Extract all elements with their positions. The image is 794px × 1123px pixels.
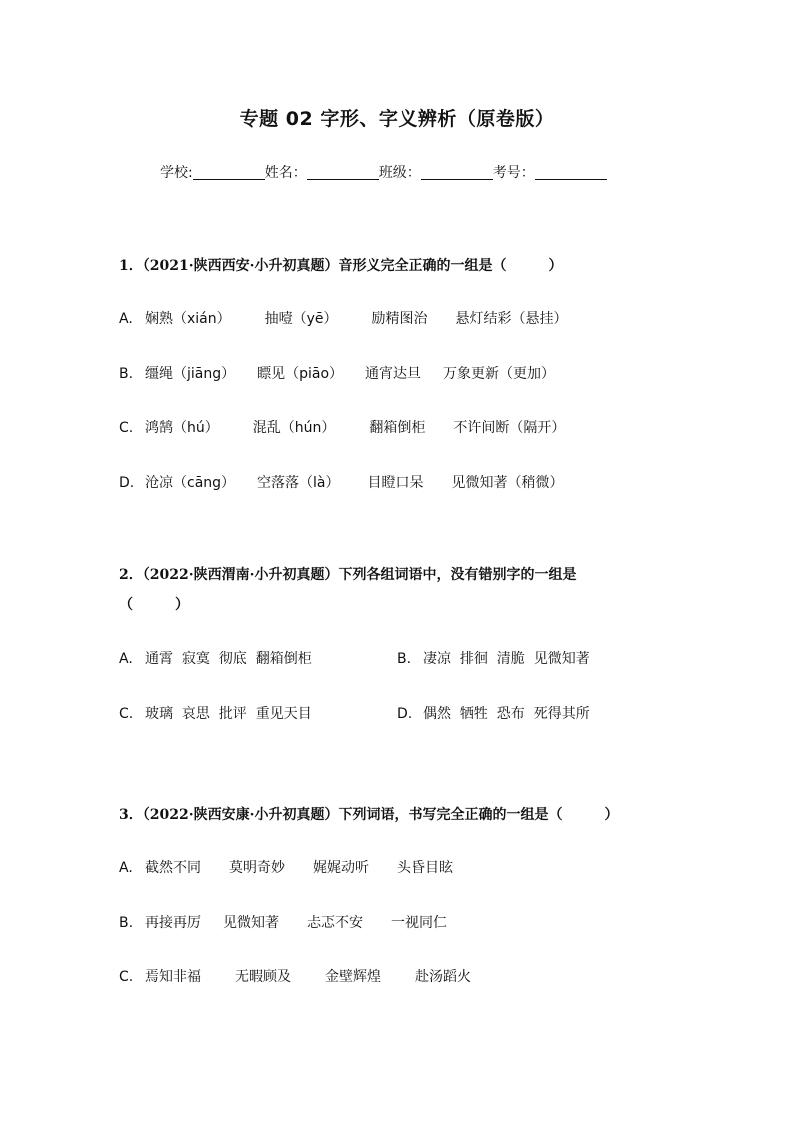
option-word: 万象更新（更加） [443, 366, 556, 382]
option-word: 缰绳（jiāng） [145, 366, 236, 382]
option-word: 抽噎（yē） [264, 311, 338, 327]
option-text: 凄凉 排徊 清脆 见微知著 [423, 651, 590, 667]
option-letter: B. [119, 366, 134, 382]
option-word: 焉知非福 [145, 969, 201, 985]
option-word: 沧凉（cāng） [145, 475, 236, 491]
option-word: 无暇顾及 [235, 969, 291, 985]
option-word: 金壁辉煌 [325, 969, 381, 985]
question-2-stem-line-1: 2．（2022·陕西渭南·小升初真题）下列各组词语中，没有错别字的一组是 [119, 567, 577, 583]
option-letter: D. [119, 475, 135, 491]
option-word: 赴汤蹈火 [415, 969, 471, 985]
question-2-option-b[interactable] [397, 648, 590, 668]
question-3-option-a[interactable] [119, 857, 453, 877]
option-letter: A. [119, 860, 133, 876]
option-word: 励精图治 [371, 311, 428, 327]
option-letter: B. [397, 651, 412, 667]
option-word: 翻箱倒柜 [369, 420, 426, 436]
option-word: 一视同仁 [391, 915, 447, 931]
name-label: 姓名： [264, 165, 307, 181]
question-2-option-a[interactable] [119, 648, 312, 668]
question-2-option-d[interactable] [397, 703, 590, 723]
option-letter: C. [119, 706, 134, 722]
question-1-option-c[interactable] [119, 417, 565, 437]
question-1-stem: 1．（2021·陕西西安·小升初真题）音形义完全正确的一组是（ ） [119, 258, 563, 274]
question-1-option-a[interactable] [119, 308, 568, 328]
id-label: 考号： [492, 165, 535, 181]
question-1-option-d[interactable] [119, 472, 564, 492]
option-word: 空落落（là） [257, 475, 340, 491]
school-blank[interactable] [193, 165, 265, 180]
option-word: 截然不同 [145, 860, 201, 876]
option-word: 混乱（hún） [252, 420, 336, 436]
question-2-option-c[interactable] [119, 703, 312, 723]
class-label: 班级： [378, 165, 421, 181]
class-blank[interactable] [421, 165, 493, 180]
option-word: 悬灯结彩（悬挂） [455, 311, 568, 327]
student-info-line [160, 162, 640, 182]
option-word: 娓娓动听 [313, 860, 369, 876]
option-text: 玻璃 哀思 批评 重见天目 [145, 706, 312, 722]
option-word: 再接再厉 [145, 915, 201, 931]
question-2-stem-line-2: （ ） [119, 597, 189, 613]
option-letter: B. [119, 915, 134, 931]
option-word: 见微知著（稍微） [451, 475, 564, 491]
option-letter: D. [397, 706, 413, 722]
option-word: 见微知著 [223, 915, 279, 931]
option-word: 头昏目眩 [397, 860, 453, 876]
option-letter: A. [119, 651, 133, 667]
option-word: 不许间断（隔开） [453, 420, 566, 436]
option-letter: C. [119, 420, 134, 436]
school-label: 学校: [160, 165, 193, 181]
name-blank[interactable] [307, 165, 379, 180]
option-text: 偶然 牺牲 恐布 死得其所 [423, 706, 590, 722]
option-word: 瞟见（piāo） [257, 366, 344, 382]
question-2-stem [119, 560, 689, 620]
option-word: 通宵达旦 [365, 366, 422, 382]
option-word: 娴熟（xián） [145, 311, 231, 327]
question-3-option-b[interactable] [119, 912, 447, 932]
option-word: 鸿鹄（hú） [145, 420, 219, 436]
option-word: 忐忑不安 [307, 915, 363, 931]
option-word: 莫明奇妙 [229, 860, 285, 876]
question-3-stem: 3．（2022·陕西安康·小升初真题）下列词语，书写完全正确的一组是（ ） [119, 807, 619, 823]
option-word: 目瞪口呆 [367, 475, 424, 491]
page-title: 专题 02 字形、字义辨析（原卷版） [239, 108, 555, 130]
option-letter: A. [119, 311, 133, 327]
option-letter: C. [119, 969, 134, 985]
question-1-option-b[interactable] [119, 363, 555, 383]
option-text: 通霄 寂寞 彻底 翻箱倒柜 [145, 651, 312, 667]
id-blank[interactable] [535, 165, 607, 180]
question-3-option-c[interactable] [119, 966, 471, 986]
